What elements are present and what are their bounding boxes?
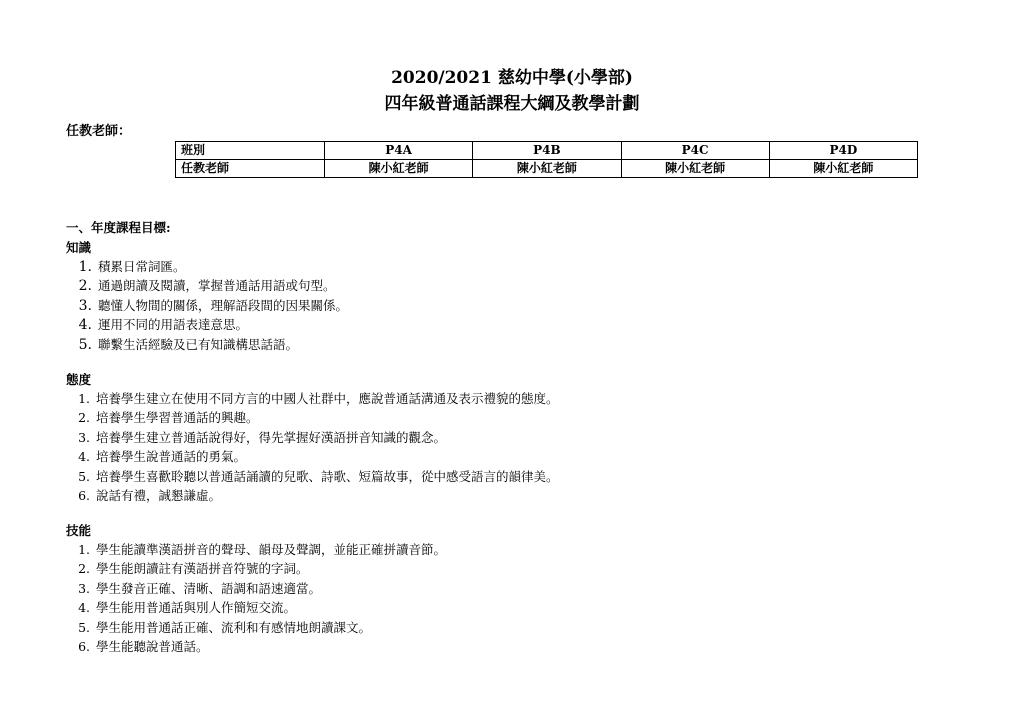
item-text: 學生能聽說普通話。 <box>96 638 209 654</box>
table-header-row <box>176 142 918 160</box>
table-cell: 陳小紅老師 <box>325 160 473 178</box>
list-item <box>66 276 348 295</box>
item-number: 3. <box>78 580 90 596</box>
list-item <box>66 447 559 466</box>
list-item <box>66 598 446 617</box>
list-item <box>66 335 348 354</box>
item-text: 通過朗讀及閱讀，掌握普通話用語或句型。 <box>98 278 336 294</box>
item-number: 3. <box>78 297 92 314</box>
item-text: 培養學生說普通話的勇氣。 <box>96 449 247 465</box>
knowledge-title: 知識 <box>66 240 92 255</box>
list-item <box>66 540 446 559</box>
document-title: 2020/2021 慈幼中學(小學部) <box>391 68 633 88</box>
item-text: 聽懂人物間的關係，理解語段間的因果關係。 <box>98 297 349 313</box>
table-header-cell: P4A <box>325 142 473 160</box>
list-item <box>66 579 446 598</box>
item-number: 4. <box>78 317 92 334</box>
item-text: 學生能用普通話與別人作簡短交流。 <box>96 600 297 616</box>
item-number: 1. <box>78 391 90 406</box>
list-item <box>66 296 348 315</box>
skills-section <box>66 521 446 656</box>
section-heading: 一、年度課程目標: <box>66 220 171 235</box>
table-header-cell: P4D <box>769 142 917 160</box>
item-number: 5. <box>78 336 92 353</box>
table-cell: 陳小紅老師 <box>769 160 917 178</box>
item-number: 4. <box>78 600 90 616</box>
item-text: 學生發音正確、清晰、語調和語速適當。 <box>96 580 322 596</box>
item-number: 2. <box>78 278 92 295</box>
table-row <box>176 160 918 178</box>
item-text: 說話有禮，誠懇謙虛。 <box>96 487 222 503</box>
list-item <box>66 408 559 427</box>
table-cell: 陳小紅老師 <box>621 160 769 178</box>
item-text: 培養學生喜歡聆聽以普通話誦讀的兒歌、詩歌、短篇故事，從中感受語言的韻律美。 <box>96 468 559 484</box>
table-header-cell: P4C <box>621 142 769 160</box>
item-text: 培養學生建立在使用不同方言的中國人社群中，應說普通話溝通及表示禮貌的態度。 <box>96 391 559 406</box>
item-number: 4. <box>78 449 90 465</box>
teacher-label: 任教老師： <box>66 124 132 139</box>
objectives-section <box>66 218 348 354</box>
item-text: 學生能讀準漢語拼音的聲母、韻母及聲調，並能正確拼讀音節。 <box>96 542 447 557</box>
class-teacher-table <box>175 141 918 178</box>
list-item <box>66 389 559 408</box>
item-text: 聯繫生活經驗及已有知識構思話語。 <box>98 336 299 352</box>
item-number: 1. <box>78 259 92 275</box>
skills-title: 技能 <box>66 523 92 538</box>
item-text: 培養學生建立普通話說得好，得先掌握好漢語拼音知識的觀念。 <box>96 429 447 445</box>
list-item <box>66 257 348 276</box>
list-item <box>66 315 348 334</box>
item-number: 5. <box>78 468 90 484</box>
item-number: 1. <box>78 542 90 557</box>
item-text: 培養學生學習普通話的興趣。 <box>96 410 259 426</box>
table-header-cell: P4B <box>473 142 621 160</box>
list-item <box>66 486 559 505</box>
document-subtitle: 四年級普通話課程大綱及教學計劃 <box>384 94 640 114</box>
attitude-section <box>66 370 559 505</box>
table-cell: 任教老師 <box>176 160 325 178</box>
item-text: 學生能朗讀註有漢語拼音符號的字詞。 <box>96 561 309 577</box>
table-header-cell: 班別 <box>176 142 325 160</box>
list-item <box>66 428 559 447</box>
list-item <box>66 559 446 578</box>
attitude-title: 態度 <box>66 372 92 387</box>
item-number: 5. <box>78 619 90 635</box>
list-item <box>66 637 446 656</box>
item-number: 2. <box>78 561 90 577</box>
list-item <box>66 618 446 637</box>
item-number: 3. <box>78 429 90 445</box>
table-cell: 陳小紅老師 <box>473 160 621 178</box>
item-number: 6. <box>78 487 90 503</box>
item-number: 2. <box>78 410 90 426</box>
list-item <box>66 467 559 486</box>
item-text: 積累日常詞匯。 <box>98 259 186 274</box>
item-text: 運用不同的用語表達意思。 <box>98 317 249 333</box>
item-number: 6. <box>78 638 90 654</box>
item-text: 學生能用普通話正確、流利和有感情地朗讀課文。 <box>96 619 372 635</box>
